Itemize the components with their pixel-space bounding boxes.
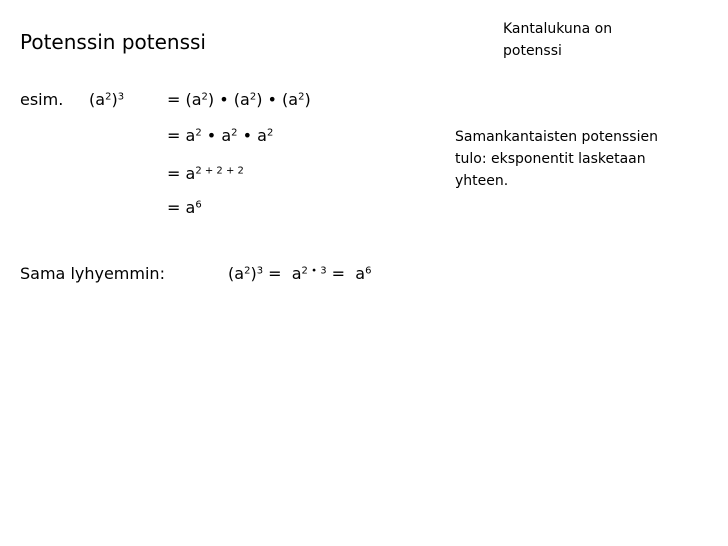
- example-label: esim.: [20, 90, 64, 109]
- note-top-line-1: Kantalukuna on: [503, 21, 613, 37]
- note-right-line-3: yhteen.: [455, 173, 509, 189]
- short-form-label: Sama lyhyemmin:: [20, 264, 165, 283]
- short-form-expression: $(a^2)^3 = a^{2 • 3} = a^6$: [228, 264, 372, 283]
- note-top: [503, 18, 612, 62]
- expansion-row-4: = $a^6$: [167, 198, 202, 217]
- expansion-row-2: = $a^2$ • $a^2$ • $a^2$: [167, 126, 274, 145]
- note-right-line-2: tulo: eksponentit lasketaan: [455, 151, 646, 167]
- note-right: [455, 126, 658, 192]
- note-right-line-1: Samankantaisten potenssien: [455, 129, 658, 145]
- note-top-line-2: potenssi: [503, 43, 562, 59]
- expansion-row-1: = $(a^2)$ • $(a^2)$ • $(a^2)$: [167, 90, 311, 109]
- page-title: Potenssin potenssi: [20, 30, 206, 54]
- expansion-row-3: = $a^{2 + 2 + 2}$: [167, 164, 244, 183]
- expression-power-of-power: $(a^2)^3$: [89, 90, 125, 109]
